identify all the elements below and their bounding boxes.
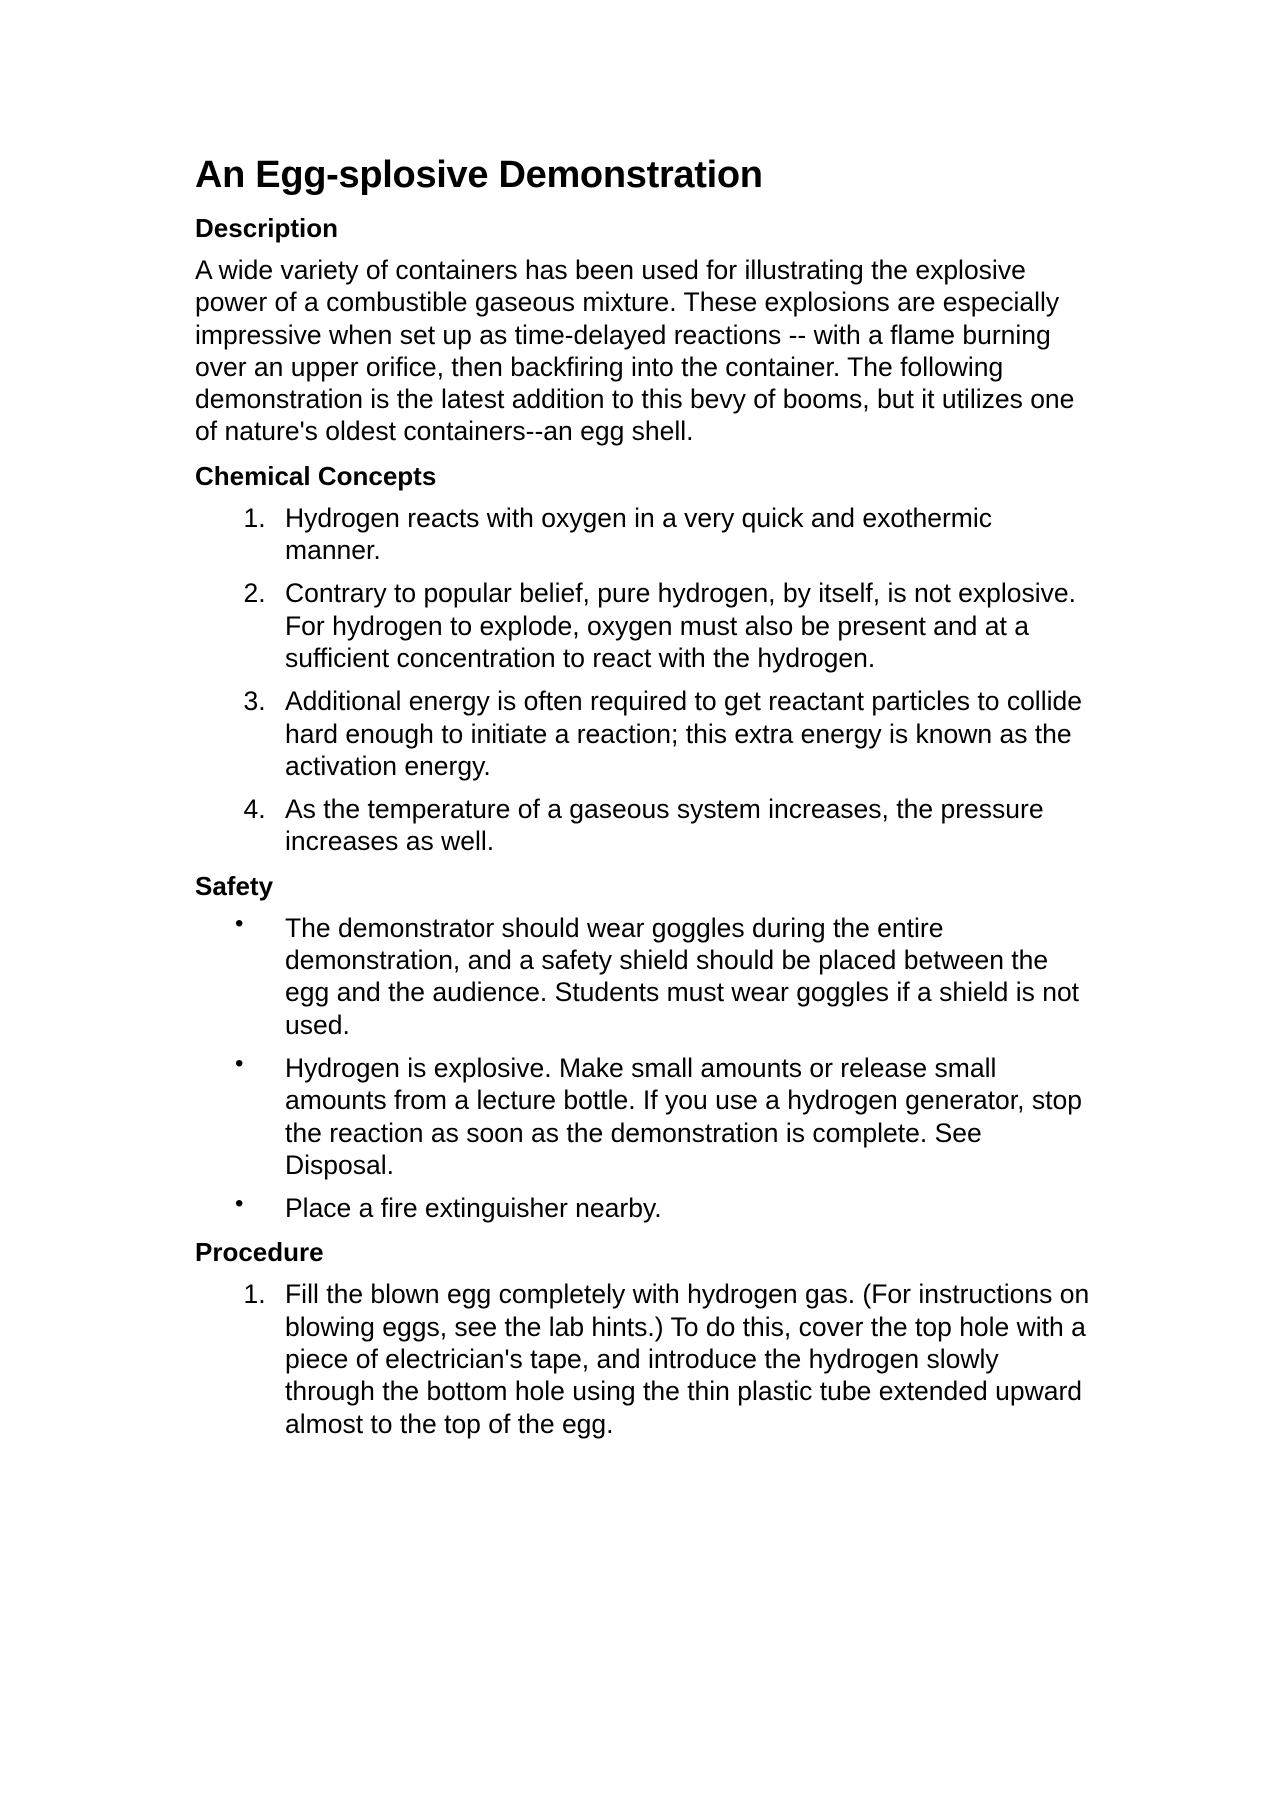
list-item: 4. As the temperature of a gaseous system increases, the pressure increases as well. [273, 793, 1095, 858]
description-section [195, 212, 1095, 448]
safety-section [195, 870, 1095, 1225]
procedure-heading: Procedure [195, 1237, 324, 1268]
page-title: An Egg-splosive Demonstration [195, 154, 763, 196]
list-item: 2. Contrary to popular belief, pure hydrogen, by itself, is not explosive. For hydrogen to explode, oxygen must also be present and at a sufficient concentration to react with the hydrogen. [273, 577, 1095, 674]
bullet-icon: • [235, 909, 244, 937]
list-item-text: The demonstrator should wear goggles during the entire demonstration, and a safety shield should be placed between the egg and the audience. Students must wear goggles if a shield is not used. [285, 912, 1080, 1040]
description-heading: Description [195, 213, 339, 243]
chemical-concepts-list [195, 502, 1095, 858]
procedure-list [195, 1278, 1095, 1439]
chemical-concepts-section [195, 460, 1095, 858]
list-item [235, 1049, 1095, 1181]
chemical-concepts-heading: Chemical Concepts [195, 460, 437, 491]
bullet-icon: • [235, 1049, 244, 1077]
document-page [195, 152, 1095, 1451]
procedure-section [195, 1236, 1095, 1439]
list-item-text: Hydrogen is explosive. Make small amounts or release small amounts from a lecture bottle. If you use a hydrogen generator, stop the reaction as soon as the demonstration is complete. See Disposal. [285, 1052, 1082, 1180]
safety-heading: Safety [195, 870, 274, 901]
list-item [235, 909, 1095, 1041]
list-item: 3. Additional energy is often required to get reactant particles to collide hard enough to initiate a reaction; this extra energy is known as the activation energy. [273, 685, 1095, 782]
list-item: 1. Hydrogen reacts with oxygen in a very quick and exothermic manner. [273, 502, 1095, 567]
list-item [235, 1190, 1095, 1224]
bullet-icon: • [235, 1190, 244, 1218]
safety-list [195, 909, 1095, 1225]
list-item: 1. Fill the blown egg completely with hydrogen gas. (For instructions on blowing eggs, see the lab hints.) To do this, cover the top hole with a piece of electrician's tape, and introduce the hydrogen slowly through the bottom hole using the thin plastic tube extended upward almost to the top of the egg. [273, 1278, 1095, 1439]
list-item-text: Place a fire extinguisher nearby. [285, 1193, 662, 1224]
description-text: A wide variety of containers has been used for illustrating the explosive power of a combustible gaseous mixture. These explosions are especially impressive when set up as time-delayed reactions -- with a flame burning over an upper orifice, then backfiring into the container. The following demonstration is the latest addition to this bevy of booms, but it utilizes one of nature's oldest containers--an egg shell. [195, 255, 1075, 447]
